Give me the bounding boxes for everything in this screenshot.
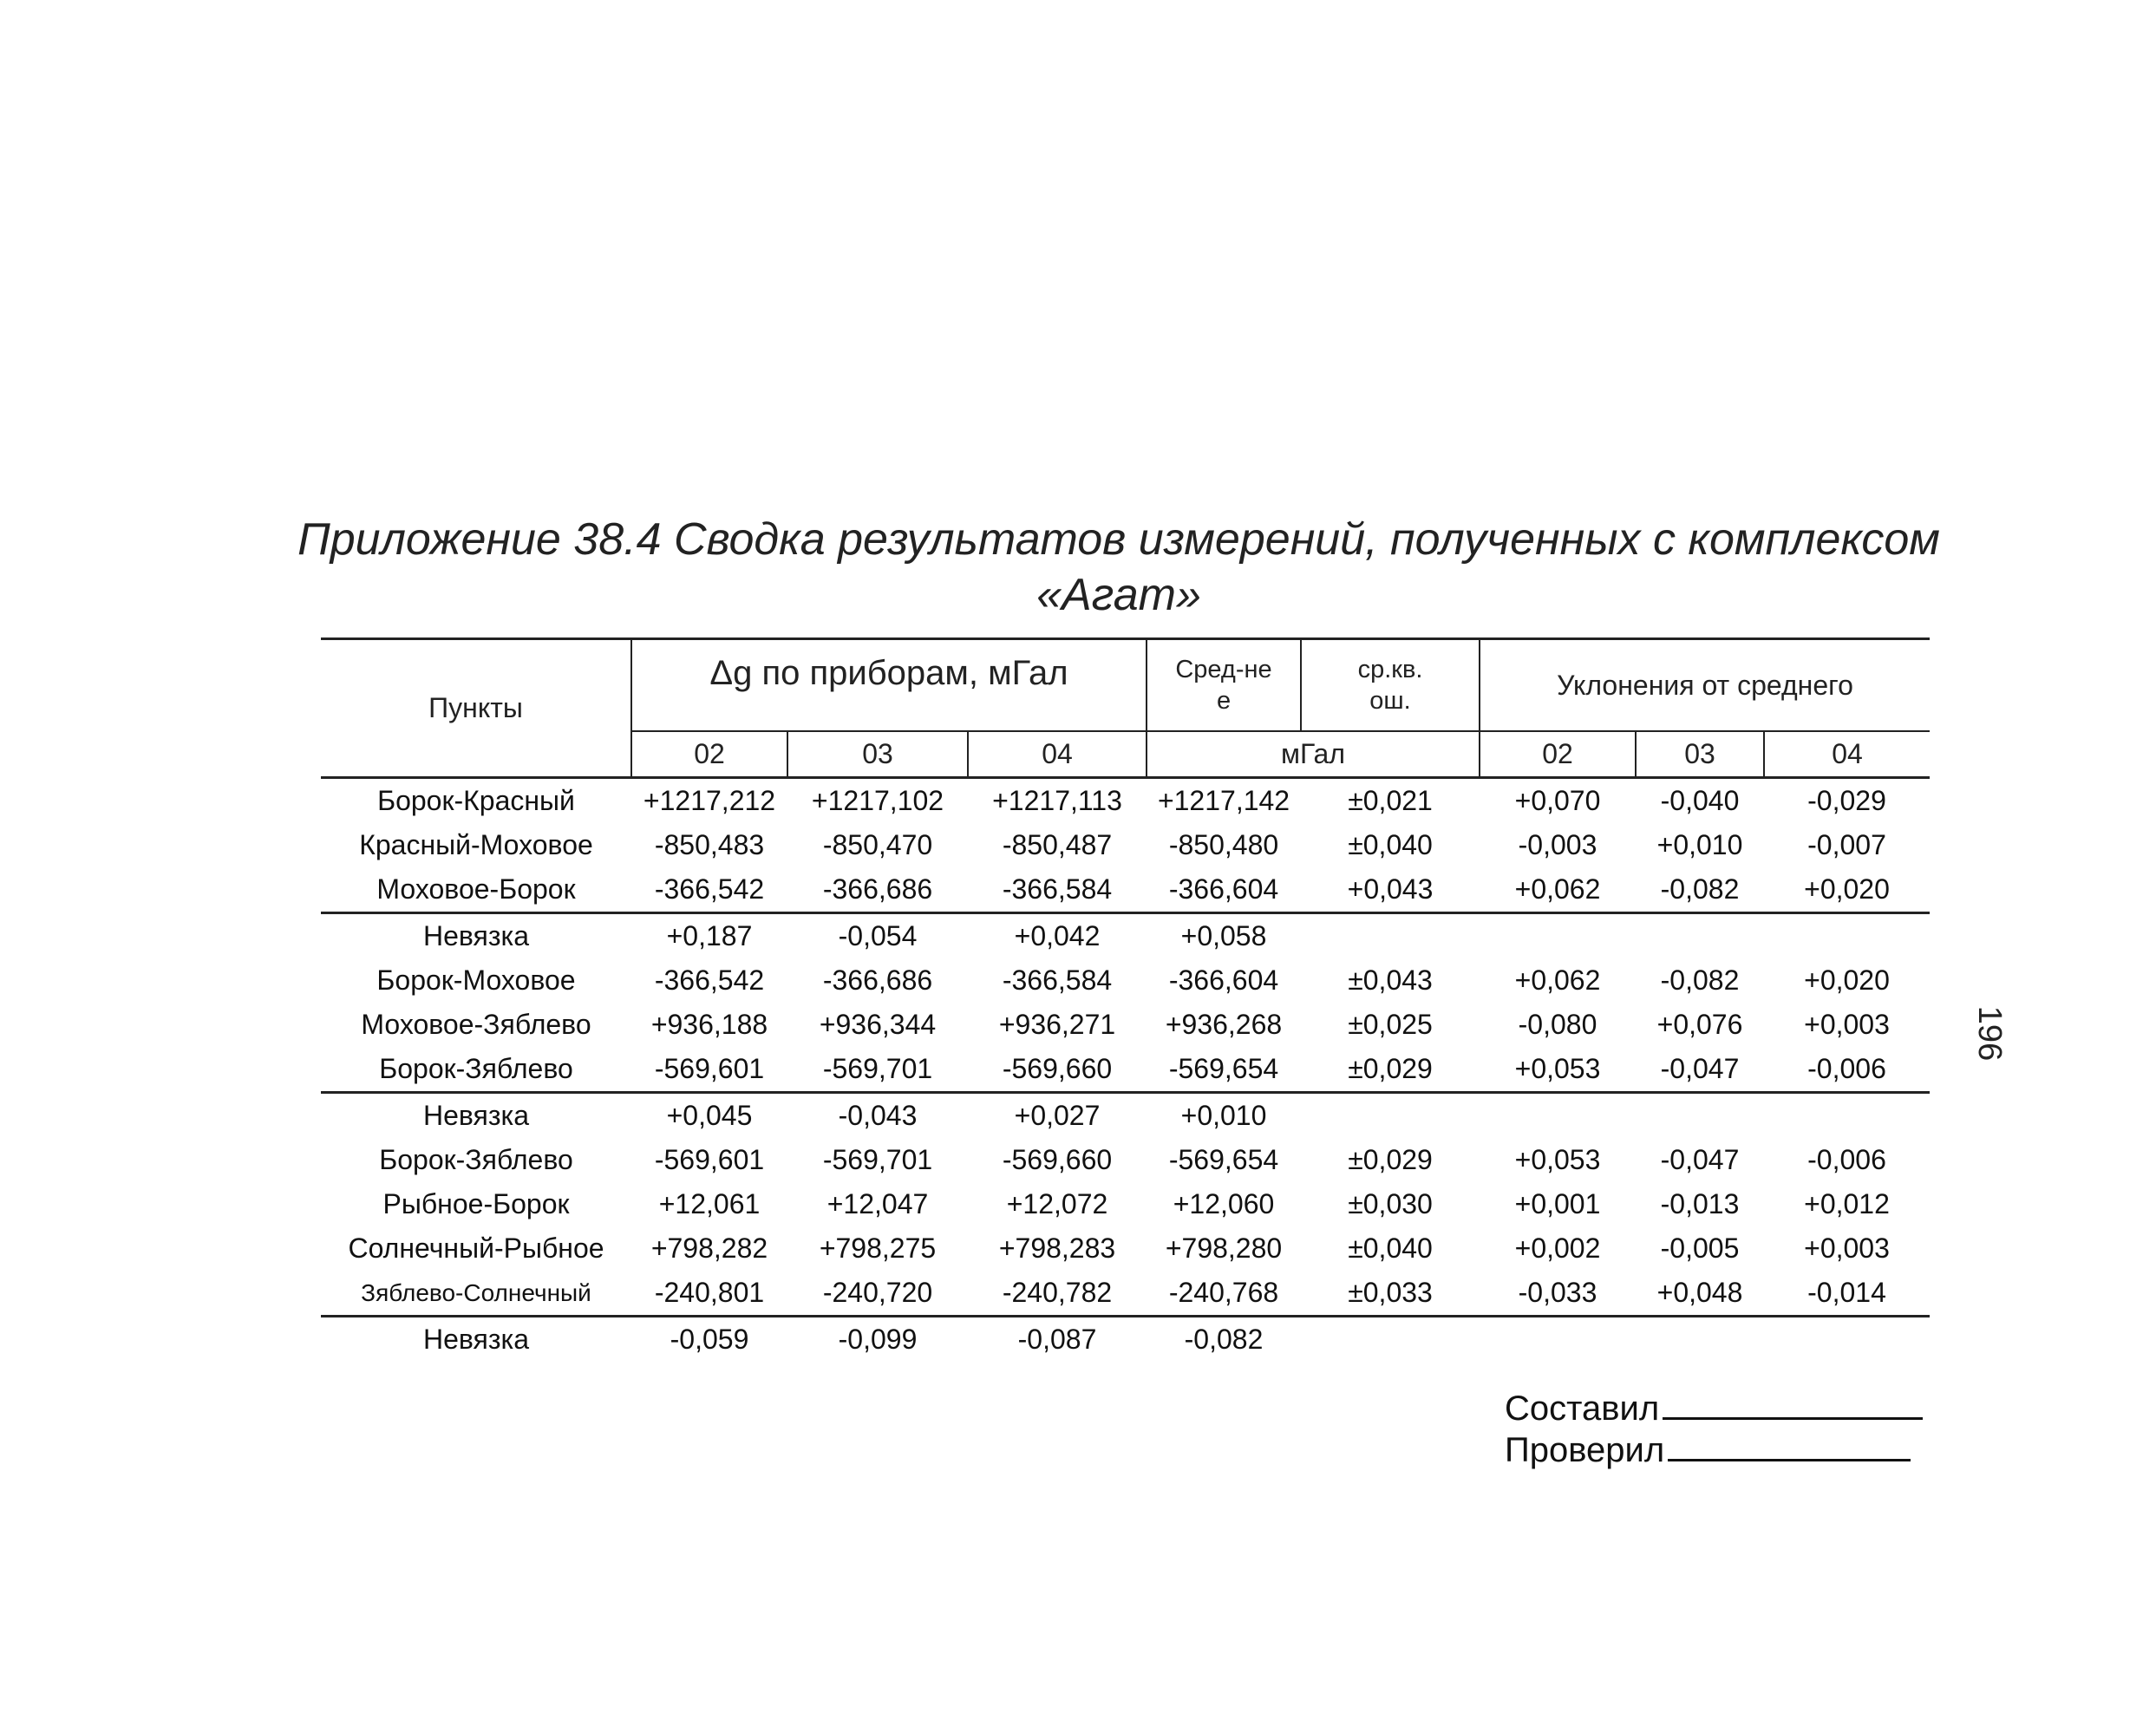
- table-row: [321, 958, 1930, 1003]
- deviation-02: +0,053: [1480, 1047, 1636, 1093]
- mean-value: +12,060: [1173, 1188, 1275, 1219]
- dg-04: +798,283: [998, 1232, 1116, 1264]
- deviation-03: +0,076: [1656, 1009, 1743, 1040]
- mean-value: +798,280: [1165, 1232, 1283, 1264]
- table-body: [321, 778, 1930, 1363]
- dg-03: +936,344: [819, 1009, 937, 1040]
- dg-02: +798,282: [650, 1232, 768, 1264]
- header-deviation-02: 02: [1480, 731, 1636, 778]
- dg-02: +0,045: [666, 1100, 753, 1131]
- deviation-03: -0,047: [1636, 1047, 1764, 1093]
- deviation-03: -0,047: [1660, 1144, 1740, 1175]
- deviation-02: -0,033: [1480, 1271, 1636, 1317]
- deviation-02: -0,003: [1518, 829, 1597, 860]
- deviation-03: +0,010: [1656, 829, 1743, 860]
- dg-02: -569,601: [631, 1047, 787, 1093]
- mean-value: +936,268: [1165, 1009, 1283, 1040]
- header-dg: Δg по приборам, мГал: [631, 639, 1147, 732]
- header-instrument-02: 02: [631, 731, 787, 778]
- deviation-02: [1480, 913, 1636, 959]
- deviation-04: +0,003: [1804, 1009, 1890, 1040]
- deviation-03: +0,048: [1636, 1271, 1764, 1317]
- table-row: [321, 913, 1930, 959]
- table-row: [321, 1047, 1930, 1093]
- table-row: [321, 1003, 1930, 1047]
- deviation-04: -0,029: [1807, 785, 1886, 816]
- point-name: Солнечный-Рыбное: [348, 1232, 604, 1264]
- deviation-02: -0,080: [1518, 1009, 1597, 1040]
- dg-04: -850,487: [1002, 829, 1113, 860]
- deviation-04: +0,012: [1804, 1188, 1890, 1219]
- point-name: Рыбное-Борок: [382, 1188, 570, 1219]
- signature-compiled-line: [1663, 1388, 1923, 1420]
- point-name: Невязка: [422, 920, 530, 951]
- header-deviation-03: 03: [1636, 731, 1764, 778]
- dg-04: +1217,113: [992, 785, 1122, 816]
- dg-03: +1217,102: [811, 785, 944, 816]
- rms-error: ±0,040: [1348, 829, 1433, 860]
- deviation-02: [1480, 1093, 1636, 1139]
- rms-error: ±0,029: [1348, 1144, 1433, 1175]
- dg-02: -0,059: [670, 1324, 749, 1355]
- deviation-04: [1764, 1317, 1930, 1363]
- mean-value: +0,010: [1180, 1100, 1267, 1131]
- table-row: [321, 1226, 1930, 1271]
- dg-02: +936,188: [650, 1009, 768, 1040]
- point-name: Борок-Красный: [377, 785, 575, 816]
- rms-error: ±0,021: [1348, 785, 1433, 816]
- dg-03: -569,701: [787, 1047, 968, 1093]
- point-name: Борок-Зяблево: [379, 1144, 573, 1175]
- dg-04: -366,584: [968, 867, 1147, 913]
- rms-error: [1301, 1317, 1480, 1363]
- deviation-04: -0,007: [1807, 829, 1886, 860]
- rms-error: ±0,025: [1348, 1009, 1433, 1040]
- deviation-03: [1636, 913, 1764, 959]
- header-deviation-04: 04: [1764, 731, 1930, 778]
- deviation-04: +0,003: [1804, 1232, 1890, 1264]
- table-row: [321, 778, 1930, 824]
- dg-04: +12,072: [1006, 1188, 1108, 1219]
- dg-03: -366,686: [787, 867, 968, 913]
- mean-value: +0,058: [1180, 920, 1267, 951]
- dg-02: +0,187: [666, 920, 753, 951]
- signature-compiled: [1505, 1388, 1923, 1429]
- table-row: [321, 1317, 1930, 1363]
- deviation-02: +0,062: [1480, 867, 1636, 913]
- dg-02: -850,483: [654, 829, 765, 860]
- dg-03: +798,275: [819, 1232, 937, 1264]
- dg-03: -0,099: [838, 1324, 918, 1355]
- deviation-04: +0,020: [1764, 867, 1930, 913]
- dg-02: +12,061: [658, 1188, 761, 1219]
- point-name: Борок-Моховое: [376, 964, 576, 996]
- dg-04: -569,660: [968, 1047, 1147, 1093]
- mean-value: -569,654: [1168, 1144, 1279, 1175]
- signature-checked: [1505, 1429, 1911, 1470]
- dg-02: -569,601: [654, 1144, 765, 1175]
- rms-error: ±0,043: [1348, 964, 1433, 996]
- dg-02: -366,542: [654, 964, 765, 996]
- deviation-03: -0,005: [1660, 1232, 1740, 1264]
- dg-04: -366,584: [1002, 964, 1113, 996]
- mean-value: -569,654: [1147, 1047, 1301, 1093]
- point-name: Моховое-Зяблево: [361, 1009, 591, 1040]
- signature-checked-label: Проверил: [1505, 1431, 1665, 1469]
- deviation-03: -0,040: [1660, 785, 1740, 816]
- deviation-03: [1636, 1093, 1764, 1139]
- deviation-02: +0,070: [1514, 785, 1601, 816]
- table-row: [321, 1182, 1930, 1226]
- dg-02: +1217,212: [643, 785, 776, 816]
- table-row: [321, 867, 1930, 913]
- signature-checked-line: [1668, 1429, 1911, 1461]
- dg-03: -569,701: [822, 1144, 933, 1175]
- signature-compiled-label: Составил: [1505, 1389, 1660, 1428]
- deviation-03: -0,013: [1660, 1188, 1740, 1219]
- deviation-02: [1480, 1317, 1636, 1363]
- table-row: [321, 1093, 1930, 1139]
- rms-error: ±0,030: [1348, 1188, 1433, 1219]
- deviation-02: +0,062: [1514, 964, 1601, 996]
- deviation-04: -0,006: [1807, 1144, 1886, 1175]
- point-name: Невязка: [422, 1100, 530, 1131]
- header-unit: мГал: [1147, 731, 1480, 778]
- page-number: 196: [1971, 1005, 2009, 1062]
- mean-value: -0,082: [1184, 1324, 1264, 1355]
- document-title: Приложение 38.4 Сводка результатов измерений, полученных с комплексом «Агат»: [297, 514, 1940, 620]
- dg-03: -240,720: [787, 1271, 968, 1317]
- mean-value: -366,604: [1147, 867, 1301, 913]
- dg-04: -569,660: [1002, 1144, 1113, 1175]
- rms-error: [1301, 913, 1480, 959]
- rms-error: ±0,029: [1301, 1047, 1480, 1093]
- rms-error: [1301, 1093, 1480, 1139]
- mean-value: -240,768: [1147, 1271, 1301, 1317]
- rms-error: ±0,040: [1348, 1232, 1433, 1264]
- deviation-03: -0,082: [1636, 867, 1764, 913]
- header-instrument-03: 03: [787, 731, 968, 778]
- dg-04: +936,271: [998, 1009, 1116, 1040]
- dg-04: -240,782: [968, 1271, 1147, 1317]
- deviation-04: -0,006: [1764, 1047, 1930, 1093]
- table-row: [321, 1138, 1930, 1182]
- dg-03: +12,047: [826, 1188, 929, 1219]
- header-instrument-04: 04: [968, 731, 1147, 778]
- deviation-04: +0,020: [1804, 964, 1890, 996]
- point-name: Моховое-Борок: [321, 867, 631, 913]
- dg-04: -0,087: [1017, 1324, 1097, 1355]
- point-name: Зяблево-Солнечный: [321, 1271, 631, 1317]
- header-deviations: Уклонения от среднего: [1480, 639, 1930, 732]
- deviation-03: -0,082: [1660, 964, 1740, 996]
- mean-value: -850,480: [1168, 829, 1279, 860]
- point-name: Борок-Зяблево: [321, 1047, 631, 1093]
- header-mean: Сред-нее: [1147, 639, 1301, 732]
- dg-03: -0,054: [838, 920, 918, 951]
- header-points: Пункты: [321, 639, 631, 778]
- rms-error: +0,043: [1301, 867, 1480, 913]
- point-name: Невязка: [422, 1324, 530, 1355]
- mean-value: +1217,142: [1157, 785, 1290, 816]
- results-table: [321, 637, 1930, 1362]
- dg-03: -366,686: [822, 964, 933, 996]
- point-name: Красный-Моховое: [359, 829, 593, 860]
- deviation-02: +0,002: [1514, 1232, 1601, 1264]
- deviation-02: +0,001: [1514, 1188, 1601, 1219]
- table-header: [321, 639, 1930, 778]
- dg-02: -240,801: [631, 1271, 787, 1317]
- deviation-02: +0,053: [1514, 1144, 1601, 1175]
- rms-error: ±0,033: [1301, 1271, 1480, 1317]
- dg-03: -850,470: [822, 829, 933, 860]
- deviation-04: -0,014: [1764, 1271, 1930, 1317]
- deviation-03: [1636, 1317, 1764, 1363]
- mean-value: -366,604: [1168, 964, 1279, 996]
- header-rms: ср.кв. ош.: [1301, 639, 1480, 732]
- dg-03: -0,043: [838, 1100, 918, 1131]
- dg-02: -366,542: [631, 867, 787, 913]
- table-row: [321, 1271, 1930, 1317]
- dg-04: +0,042: [1014, 920, 1101, 951]
- dg-04: +0,027: [1014, 1100, 1101, 1131]
- deviation-04: [1764, 1093, 1930, 1139]
- table-row: [321, 823, 1930, 867]
- deviation-04: [1764, 913, 1930, 959]
